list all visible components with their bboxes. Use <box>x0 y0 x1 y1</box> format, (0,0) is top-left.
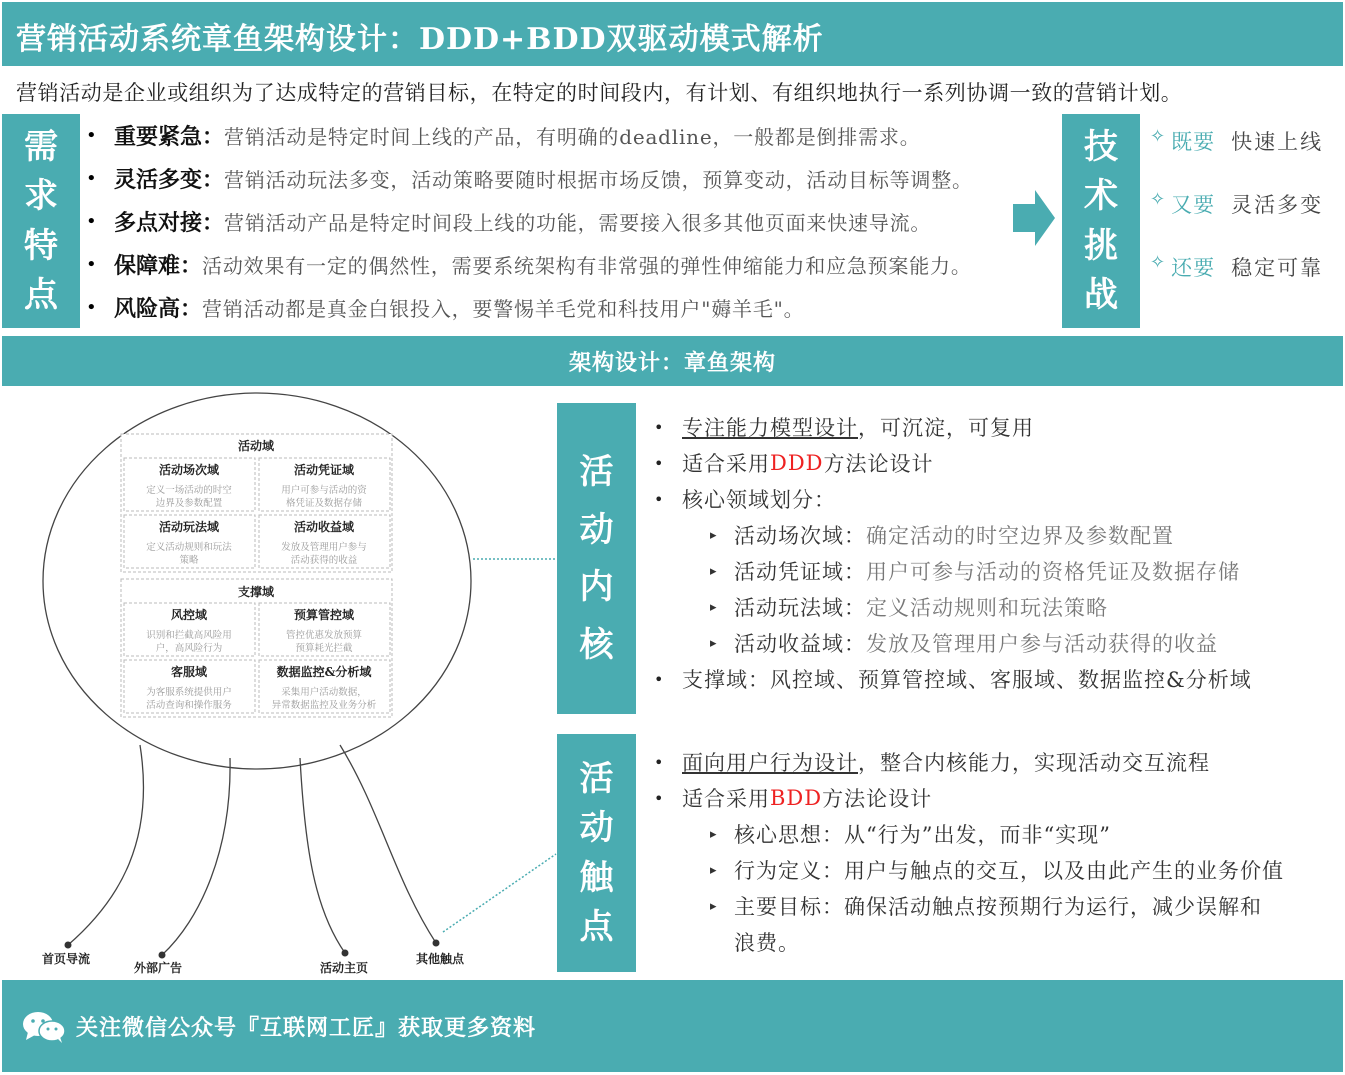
needs-key: 灵活多变： <box>114 167 225 193</box>
domain-cell-name: 风控域 <box>170 608 208 622</box>
touch-sub-text: 行为定义：用户与触点的交互，以及由此产生的业务价值 <box>734 859 1284 883</box>
connector-line <box>443 854 556 932</box>
core-sub-item <box>654 553 1252 589</box>
tentacle-label: 外部广告 <box>134 961 183 975</box>
needs-key: 保障难： <box>114 253 203 279</box>
core-line1-rest: ，可沉淀，可复用 <box>858 416 1034 440</box>
tentacle-end-dot <box>433 940 440 947</box>
goal-key: 既要 <box>1171 130 1216 154</box>
touch-label-char: 活 <box>579 758 614 799</box>
touch-line2-post: 方法论设计 <box>822 787 933 811</box>
domain-cell-desc: 识别和拦截高风险用 <box>146 630 232 641</box>
core-item <box>654 445 1252 481</box>
domain-cell-desc: 采集用户活动数据， <box>281 687 367 698</box>
core-sub-item <box>654 517 1252 553</box>
bullet-icon: • <box>654 788 665 808</box>
core-item <box>654 409 1252 445</box>
core-line2-pre: 适合采用 <box>682 452 770 476</box>
core-sub-key: 活动收益域： <box>734 632 866 656</box>
support-domain-title: 支撑域 <box>237 585 275 599</box>
goal-value: 稳定可靠 <box>1231 256 1324 280</box>
sparkle-icon: ✧ <box>1150 189 1166 210</box>
sparkle-icon: ✧ <box>1150 126 1166 147</box>
core-label-char: 内 <box>579 567 614 608</box>
footer-bar <box>2 980 1343 1072</box>
touch-line1-underlined: 面向用户行为设计 <box>682 751 858 775</box>
domain-cell-desc: 发放及管理用户参与 <box>281 542 367 553</box>
bullet-icon: • <box>654 669 665 689</box>
touch-label-char: 动 <box>579 808 614 849</box>
domain-cell-desc: 定义活动规则和玩法 <box>146 542 232 553</box>
bullet-icon: • <box>86 254 97 275</box>
domain-cell-name: 预算管控域 <box>293 608 355 622</box>
domain-cell-desc: 为客服系统提供用户 <box>146 687 232 698</box>
activity-domain-title: 活动域 <box>237 439 275 453</box>
triangle-bullet-icon: ▸ <box>710 862 718 878</box>
domain-cell-desc: 用户可参与活动的资 <box>281 485 367 496</box>
triangle-bullet-icon: ▸ <box>710 599 718 615</box>
needs-key: 重要紧急： <box>114 124 225 150</box>
tentacle-line <box>340 745 436 943</box>
core-sub-item <box>654 625 1252 661</box>
core-label-char: 核 <box>579 625 614 666</box>
core-line2-post: 方法论设计 <box>823 452 934 476</box>
bullet-icon: • <box>654 752 665 772</box>
domain-cell-name: 活动收益域 <box>293 520 355 534</box>
touch-line2-bdd: BDD <box>770 786 823 810</box>
core-sub-value: 发放及管理用户参与活动获得的收益 <box>866 632 1218 656</box>
needs-key: 多点对接： <box>114 210 225 236</box>
domain-cell-desc: 边界及参数配置 <box>155 498 223 509</box>
goal-value: 灵活多变 <box>1231 193 1324 217</box>
bullet-icon: • <box>86 168 97 189</box>
core-label-box <box>557 403 636 714</box>
challenge-label-char: 技 <box>1084 126 1118 167</box>
needs-label-char: 特 <box>24 225 58 266</box>
triangle-bullet-icon: ▸ <box>710 826 718 842</box>
needs-desc: 营销活动都是真金白银投入，要警惕羊毛党和科技用户"薅羊毛"。 <box>202 297 805 321</box>
touch-sub-item <box>654 852 1284 888</box>
core-list <box>654 409 1252 697</box>
core-sub-value: 确定活动的时空边界及参数配置 <box>866 524 1174 548</box>
triangle-bullet-icon: ▸ <box>710 563 718 579</box>
page-title: 营销活动系统章鱼架构设计：DDD+BDD双驱动模式解析 <box>16 22 824 57</box>
core-line2-ddd: DDD <box>770 451 824 475</box>
tentacle-line <box>68 745 143 945</box>
touch-item <box>654 744 1284 780</box>
challenge-label-char: 战 <box>1084 275 1118 316</box>
bullet-icon: • <box>654 489 665 509</box>
core-sub-item <box>654 589 1252 625</box>
needs-label-char: 求 <box>24 176 58 217</box>
domain-cell-name: 活动场次域 <box>158 463 220 477</box>
domain-cell-desc: 管控优惠发放预算 <box>285 630 363 641</box>
bullet-icon: • <box>86 125 97 146</box>
challenge-label-char: 术 <box>1084 176 1118 217</box>
needs-desc: 活动效果有一定的偶然性，需要系统架构有非常强的弹性伸缩能力和应急预案能力。 <box>202 254 972 278</box>
domain-cell-desc: 预算耗光拦截 <box>295 643 353 654</box>
core-sub-key: 活动凭证域： <box>734 560 866 584</box>
domain-cell-name: 客服域 <box>170 665 208 679</box>
domain-cell-name: 数据监控&分析域 <box>276 665 372 679</box>
needs-desc: 营销活动玩法多变，活动策略要随时根据市场反馈，预算变动，活动目标等调整。 <box>224 168 973 192</box>
core-label-char: 活 <box>579 451 614 492</box>
core-item <box>654 661 1252 697</box>
architecture-title: 架构设计：章鱼架构 <box>568 349 776 376</box>
goal-key: 又要 <box>1171 193 1216 217</box>
core-line-last: 支撑域：风控域、预算管控域、客服域、数据监控&分析域 <box>682 668 1252 692</box>
domain-cell-desc: 格凭证及数据存储 <box>285 498 363 509</box>
core-sub-key: 活动场次域： <box>734 524 866 548</box>
touch-label-box <box>557 734 636 972</box>
core-line1-underlined: 专注能力模型设计 <box>682 416 858 440</box>
needs-desc: 营销活动是特定时间上线的产品，有明确的deadline，一般都是倒排需求。 <box>224 125 921 149</box>
domain-cell-desc: 策略 <box>179 555 199 566</box>
domain-cell-desc: 户，高风险行为 <box>155 643 223 654</box>
core-item <box>654 481 1252 517</box>
tentacle-line <box>162 758 230 955</box>
tentacle-label: 活动主页 <box>320 961 369 975</box>
challenge-label-char: 挑 <box>1084 225 1118 266</box>
core-sub-value: 用户可参与活动的资格凭证及数据存储 <box>866 560 1240 584</box>
goal-value: 快速上线 <box>1231 130 1324 154</box>
touch-line2-pre: 适合采用 <box>682 787 770 811</box>
domain-cell-desc: 定义一场活动的时空 <box>146 485 232 496</box>
needs-label-char: 需 <box>24 126 58 167</box>
footer-text: 关注微信公众号『互联网工匠』获取更多资料 <box>76 1015 537 1041</box>
touch-sub-text: 核心思想：从“行为”出发，而非“实现” <box>734 823 1111 847</box>
tentacle-end-dot <box>159 952 166 959</box>
touch-sub-item-cont <box>654 924 1284 960</box>
touch-sub-item <box>654 816 1284 852</box>
domain-cell-desc: 活动获得的收益 <box>290 555 358 566</box>
core-line3: 核心领域划分： <box>682 488 836 512</box>
bullet-icon: • <box>654 417 665 437</box>
core-sub-key: 活动玩法域： <box>734 596 866 620</box>
tentacle-end-dot <box>342 950 349 957</box>
tentacle-line <box>300 758 345 953</box>
triangle-bullet-icon: ▸ <box>710 635 718 651</box>
bullet-icon: • <box>86 297 97 318</box>
domain-cell-desc: 活动查询和操作服务 <box>146 700 232 711</box>
triangle-bullet-icon: ▸ <box>710 527 718 543</box>
needs-key: 风险高： <box>114 296 203 322</box>
touch-sub-text: 主要目标：确保活动触点按预期行为运行，减少误解和 <box>734 895 1262 919</box>
touch-sub-text: 浪费。 <box>734 931 800 955</box>
core-sub-value: 定义活动规则和玩法策略 <box>866 596 1108 620</box>
intro-text: 营销活动是企业或组织为了达成特定的营销目标，在特定的时间段内，有计划、有组织地执行一系列协调一致的营销计划。 <box>16 81 1183 105</box>
tentacle-end-dot <box>65 942 72 949</box>
domain-cell-desc: 异常数据监控及业务分析 <box>271 700 377 711</box>
sparkle-icon: ✧ <box>1150 252 1166 273</box>
domain-cell-name: 活动玩法域 <box>158 520 220 534</box>
needs-desc: 营销活动产品是特定时间段上线的功能，需要接入很多其他页面来快速导流。 <box>224 211 932 235</box>
touch-label-char: 触 <box>579 857 614 898</box>
triangle-bullet-icon: ▸ <box>710 898 718 914</box>
touch-item <box>654 780 1284 816</box>
tentacle-label: 其他触点 <box>416 952 465 966</box>
tentacle-label: 首页导流 <box>42 952 91 966</box>
touch-list <box>654 744 1284 960</box>
touch-line1-rest: ，整合内核能力，实现活动交互流程 <box>858 751 1210 775</box>
bullet-icon: • <box>654 453 665 473</box>
bullet-icon: • <box>86 211 97 232</box>
core-label-char: 动 <box>579 509 614 550</box>
wechat-icon <box>22 1010 66 1044</box>
touch-label-char: 点 <box>579 907 614 948</box>
needs-label-char: 点 <box>24 275 58 316</box>
goal-key: 还要 <box>1171 256 1216 280</box>
domain-cell-name: 活动凭证域 <box>293 463 355 477</box>
touch-sub-item <box>654 888 1284 924</box>
